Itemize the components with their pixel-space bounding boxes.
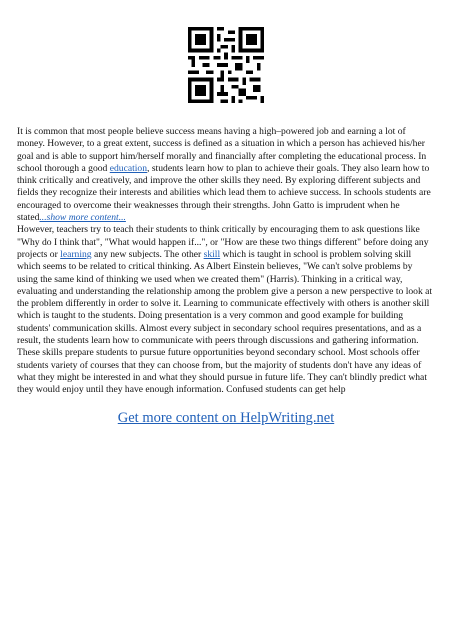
paragraph-text: , students learn how to plan to achieve their goals. They also learn how to think critically and creatively, and improve the other skills they need. By exploring different subjects and fields they recognize their interests and abilities which lead them to achieve success. In schools students are encouraged to overcome their weaknesses through their strengths. John Gatto is imprudent when he stated [17,162,431,224]
show-more-link[interactable]: ...show more content... [39,212,126,224]
paragraph-text: However, teachers try to teach their students to think critically by encouraging them to ask questions like "Why do I think that", "What would happen if...", or "How are these two things different" before doing any projects or [17,224,429,260]
get-more-content-link[interactable]: Get more content on HelpWriting.net [117,410,335,426]
education-link[interactable]: education [109,162,148,174]
paragraph-1 [17,126,435,224]
article-body [17,126,435,397]
paragraph-text: any new subjects. The other [91,248,204,260]
learning-link[interactable]: learning [60,248,92,260]
paragraph-2 [17,224,435,396]
skill-link[interactable]: skill [203,248,221,260]
paragraph-text: which is taught in school is problem solving skill which seems to be related to critical thinking. As Albert Einstein believes, "We can't solve problems by using the same kind of thinking we used when we created them" (Harris). Thinking in a critical way, evaluating and understanding the relationship among the problem give a person a new perspective to look at the problem differently in order to solve it. Learning to communicate effectively with others is another skill which is taught to the students. Doing presentation is a very common and good example for building students' communication skills. Almost every subject in secondary school requires presentations, and as a result, the students learn how to communicate with peers through discussions and gathering information. These skills prepare students to pursue future opportunities beyond secondary school. Most schools offer students variety of courses that they can choose from, but the majority of students don't have any ideas of what they might be interested in and what they should pursue in future life. They can't blindly predict what they would enjoy until they have enough information. Confused students can get help [17,248,433,396]
paragraph-text: It is common that most people believe success means having a high–powered job and earning a lot of money. However, to a great extent, success is defined as a situation in which a person has achieved his/her goal and is able to support him/herself morally and financially after completing the educational process. In school thorough a good [17,126,427,174]
qr-code-icon [188,27,264,103]
